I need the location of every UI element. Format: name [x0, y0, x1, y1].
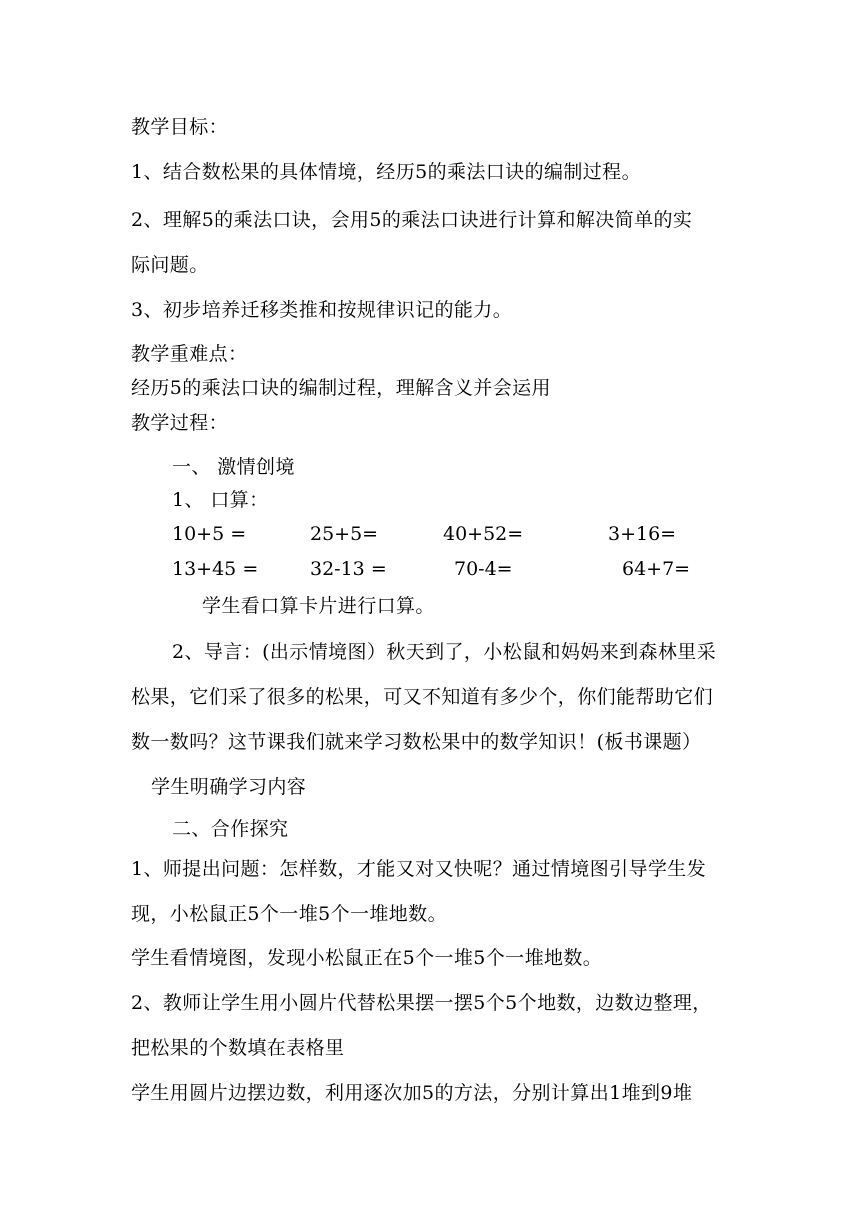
section-1-title: 一、 激情创境 [172, 456, 295, 478]
goals-heading: 教学目标： [131, 116, 229, 138]
goal-1: 1、结合数松果的具体情境，经历5的乘法口诀的编制过程。 [131, 161, 641, 183]
explore-2-line-2: 把松果的个数填在表格里 [131, 1037, 345, 1059]
math-item: 3+16= [608, 523, 677, 545]
goal-2-line-1: 2、理解5的乘法口诀，会用5的乘法口诀进行计算和解决简单的实 [131, 209, 693, 231]
process-heading: 教学过程： [131, 412, 229, 434]
intro-line-1: 2、导言：(出示情境图）秋天到了，小松鼠和妈妈来到森林里采 [172, 641, 717, 663]
key-points-text: 经历5的乘法口诀的编制过程，理解含义并会运用 [131, 377, 551, 399]
math-item: 10+5 = [172, 523, 247, 545]
explore-1-line-2: 现，小松鼠正5个一堆5个一堆地数。 [131, 903, 447, 925]
explore-2-line-1: 2、教师让学生用小圆片代替松果摆一摆5个5个地数，边数边整理， [131, 992, 712, 1014]
goal-2-line-2: 际问题。 [131, 254, 209, 276]
explore-1-line-1: 1、师提出问题：怎样数，才能又对又快呢？通过情境图引导学生发 [131, 858, 707, 880]
intro-line-2: 松果，它们采了很多的松果，可又不知道有多少个，你们能帮助它们 [131, 686, 714, 708]
student-clarify: 学生明确学习内容 [151, 776, 307, 798]
math-item: 32-13 = [310, 558, 387, 580]
explore-1-student: 学生看情境图，发现小松鼠正在5个一堆5个一堆地数。 [131, 947, 603, 969]
section-2-title: 二、合作探究 [172, 818, 289, 840]
intro-line-3: 数一数吗？这节课我们就来学习数松果中的数学知识！(板书课题） [131, 731, 702, 753]
goal-3: 3、初步培养迁移类推和按规律识记的能力。 [131, 299, 513, 321]
math-item: 13+45 = [172, 558, 259, 580]
math-item: 70-4= [454, 558, 513, 580]
explore-2-student: 学生用圆片边摆边数，利用逐次加5的方法，分别计算出1堆到9堆 [131, 1082, 693, 1104]
student-card-note: 学生看口算卡片进行口算。 [202, 595, 435, 617]
math-item: 25+5= [310, 523, 379, 545]
math-item: 64+7= [622, 558, 691, 580]
math-item: 40+52= [443, 523, 524, 545]
key-points-heading: 教学重难点： [131, 343, 248, 365]
item-1-title: 1、 口算： [172, 489, 269, 511]
